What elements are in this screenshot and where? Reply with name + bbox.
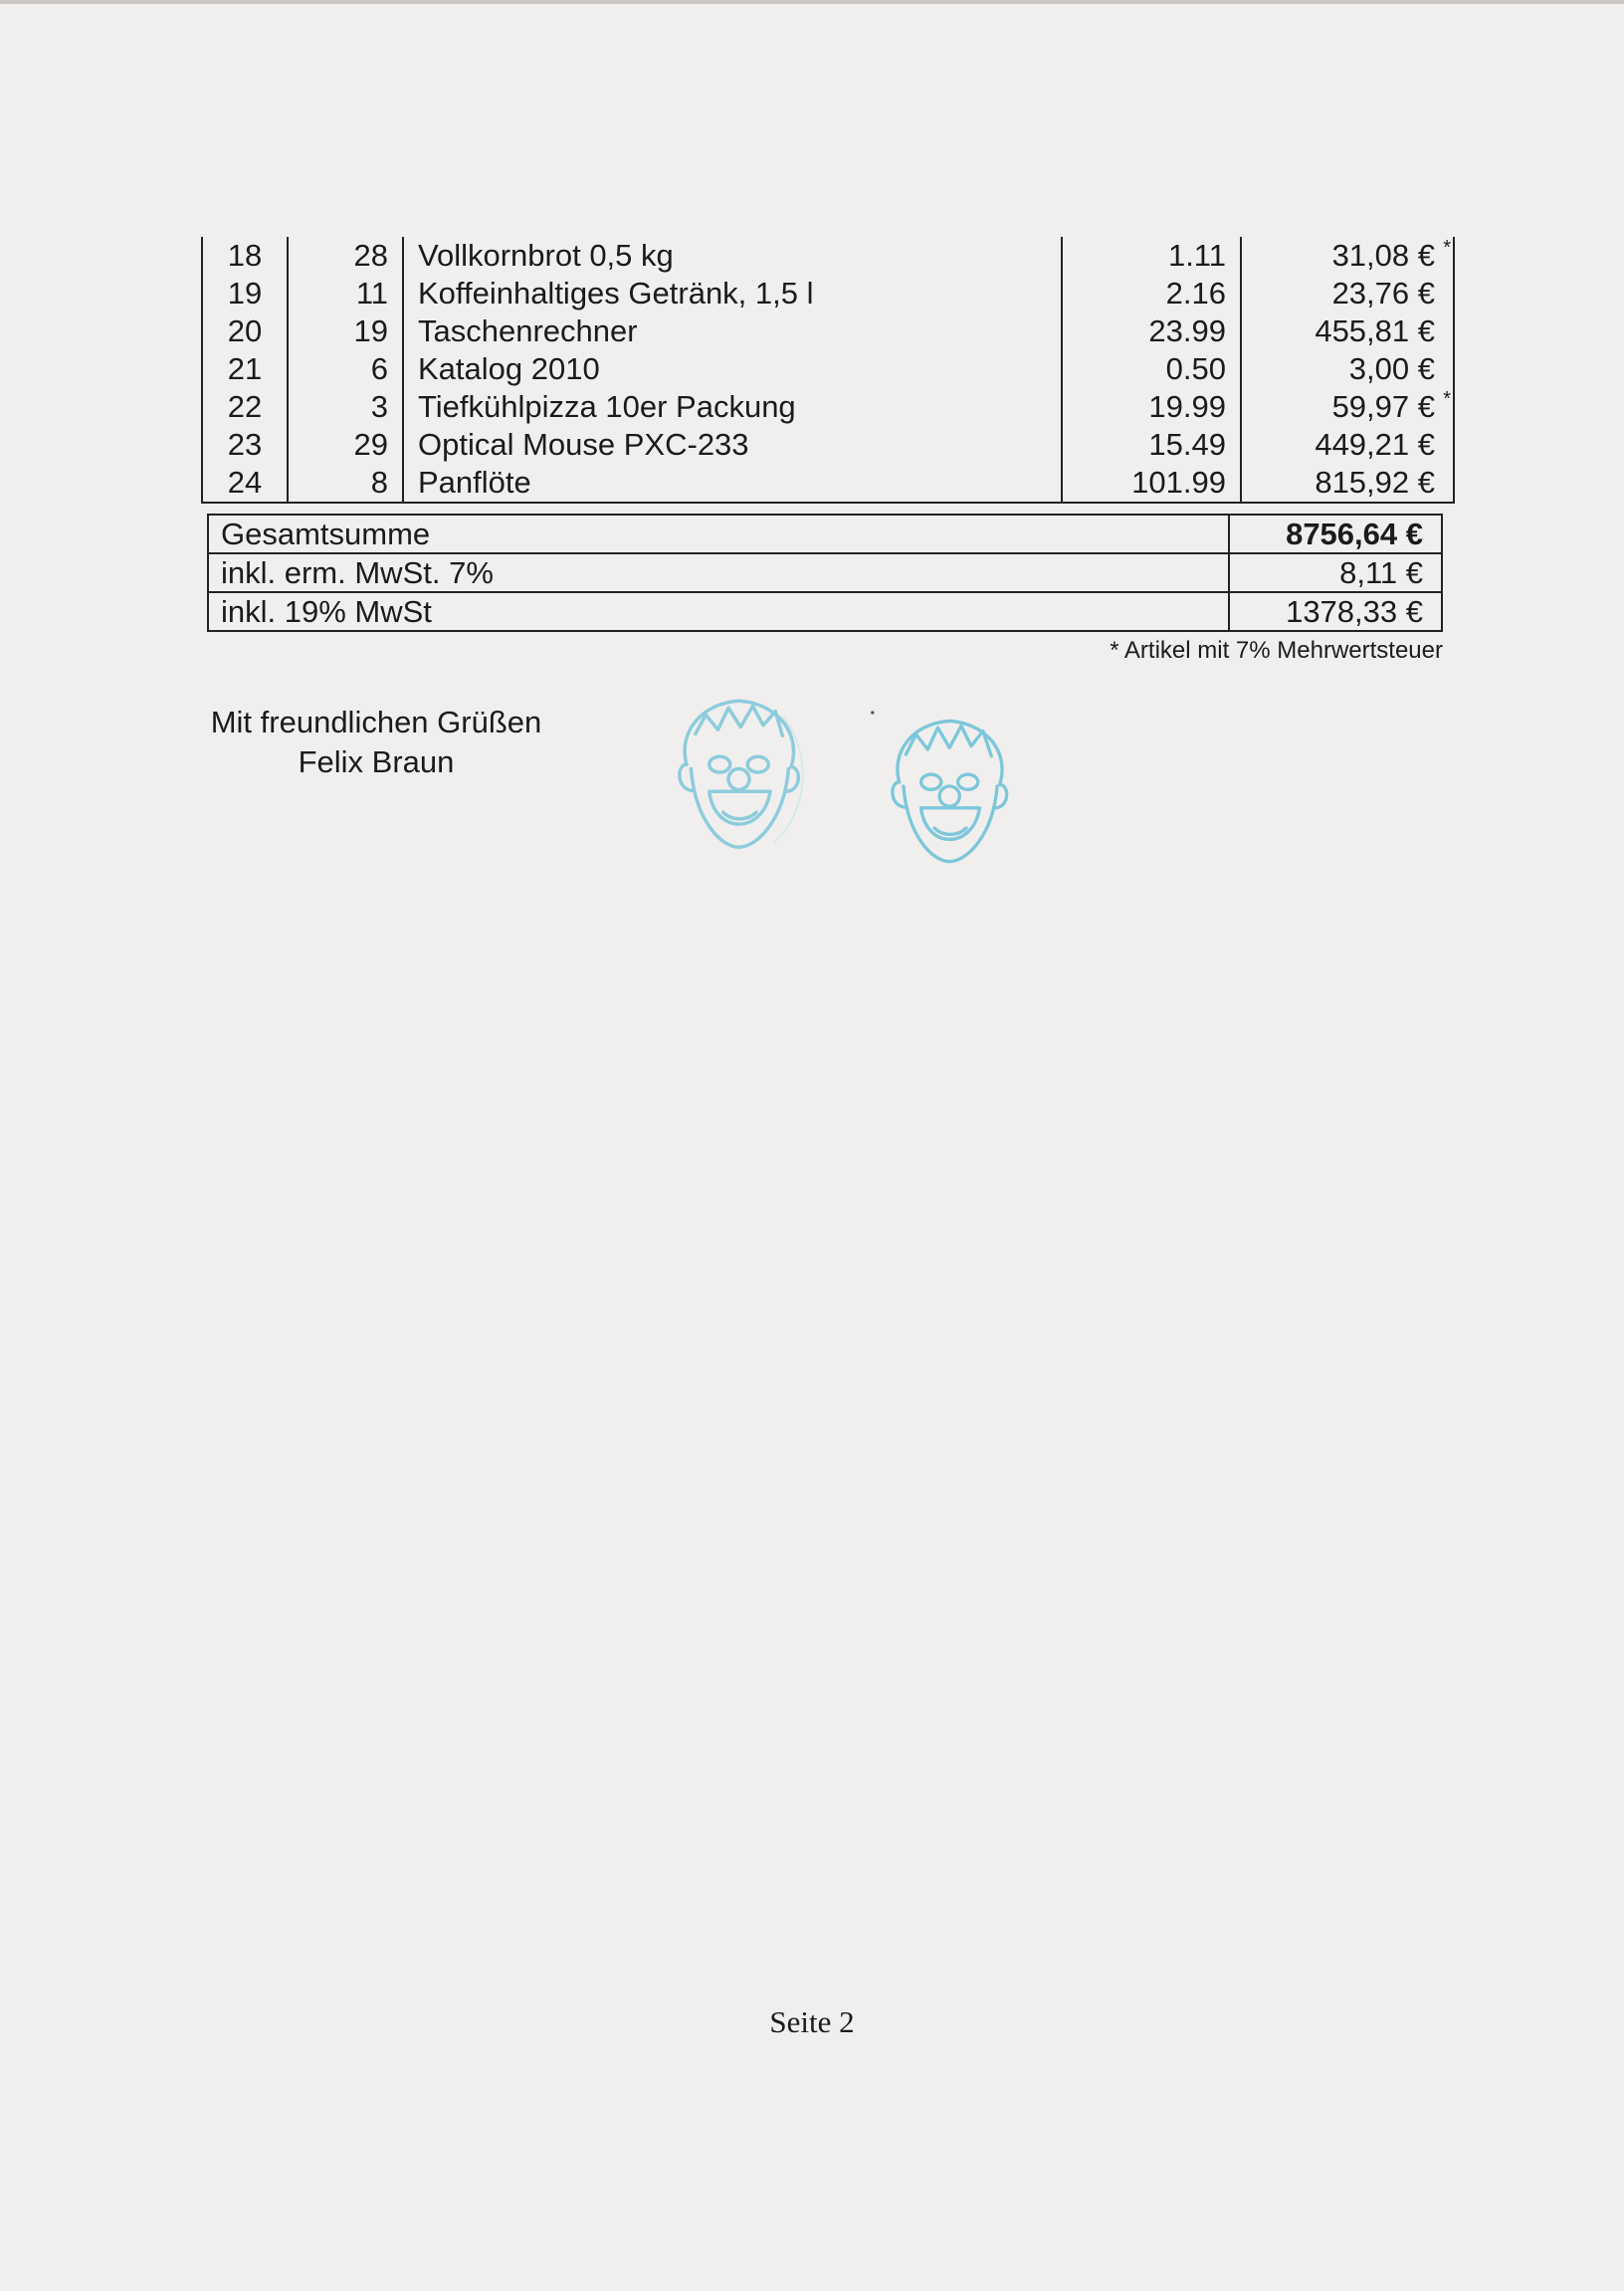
line-total-value: 455,81 € bbox=[1315, 313, 1435, 348]
line-total-value: 3,00 € bbox=[1348, 351, 1435, 386]
line-total-cell bbox=[1241, 426, 1454, 464]
unit-price-cell: 0.50 bbox=[1062, 350, 1241, 388]
line-total-cell bbox=[1241, 350, 1454, 388]
line-total-value: 815,92 € bbox=[1315, 465, 1435, 500]
item-name-cell: Tiefkühlpizza 10er Packung bbox=[403, 388, 1062, 426]
line-total-value: 23,76 € bbox=[1331, 276, 1435, 311]
position-cell: 18 bbox=[202, 237, 288, 275]
total-value: 8,11 € bbox=[1229, 553, 1442, 592]
quantity-cell: 8 bbox=[288, 464, 403, 503]
total-label: Gesamtsumme bbox=[208, 515, 1229, 553]
line-total-value: 59,97 € bbox=[1331, 389, 1435, 424]
smiling-face-stamp-icon bbox=[652, 682, 826, 856]
page-top-edge bbox=[0, 0, 1624, 4]
total-value: 1378,33 € bbox=[1229, 592, 1442, 631]
smiling-face-stamp-icon bbox=[856, 702, 1040, 871]
table-row bbox=[202, 350, 1454, 388]
quantity-cell: 11 bbox=[288, 275, 403, 312]
quantity-cell: 29 bbox=[288, 426, 403, 464]
item-name-cell: Optical Mouse PXC-233 bbox=[403, 426, 1062, 464]
table-row bbox=[202, 275, 1454, 312]
total-value: 8756,64 € bbox=[1229, 515, 1442, 553]
closing-block bbox=[207, 703, 545, 782]
unit-price-cell: 23.99 bbox=[1062, 312, 1241, 350]
position-cell: 23 bbox=[202, 426, 288, 464]
grand-total-row bbox=[208, 515, 1442, 553]
unit-price-cell: 2.16 bbox=[1062, 275, 1241, 312]
quantity-cell: 28 bbox=[288, 237, 403, 275]
item-name-cell: Vollkornbrot 0,5 kg bbox=[403, 237, 1062, 275]
position-cell: 19 bbox=[202, 275, 288, 312]
unit-price-cell: 1.11 bbox=[1062, 237, 1241, 275]
line-total-value: 31,08 € bbox=[1331, 238, 1435, 273]
unit-price-cell: 19.99 bbox=[1062, 388, 1241, 426]
position-cell: 24 bbox=[202, 464, 288, 503]
line-total-value: 449,21 € bbox=[1315, 427, 1435, 462]
line-total-cell bbox=[1241, 464, 1454, 503]
line-total-cell bbox=[1241, 237, 1454, 275]
invoice-totals-table bbox=[207, 514, 1443, 632]
position-cell: 21 bbox=[202, 350, 288, 388]
total-label: inkl. 19% MwSt bbox=[208, 592, 1229, 631]
quantity-cell: 6 bbox=[288, 350, 403, 388]
item-name-cell: Panflöte bbox=[403, 464, 1062, 503]
table-row bbox=[202, 426, 1454, 464]
table-row bbox=[202, 464, 1454, 503]
unit-price-cell: 15.49 bbox=[1062, 426, 1241, 464]
unit-price-cell: 101.99 bbox=[1062, 464, 1241, 503]
standard-vat-row bbox=[208, 592, 1442, 631]
item-name-cell: Koffeinhaltiges Getränk, 1,5 l bbox=[403, 275, 1062, 312]
invoice-items-table bbox=[201, 237, 1455, 504]
line-total-cell bbox=[1241, 388, 1454, 426]
vat-footnote: * Artikel mit 7% Mehrwertsteuer bbox=[1110, 637, 1443, 664]
page-number: Seite 2 bbox=[769, 2004, 855, 2039]
quantity-cell: 3 bbox=[288, 388, 403, 426]
footnote-marker: * bbox=[1443, 388, 1451, 410]
table-row bbox=[202, 237, 1454, 275]
position-cell: 20 bbox=[202, 312, 288, 350]
table-row bbox=[202, 388, 1454, 426]
item-name-cell: Katalog 2010 bbox=[403, 350, 1062, 388]
item-name-cell: Taschenrechner bbox=[403, 312, 1062, 350]
sender-name: Felix Braun bbox=[298, 744, 455, 779]
line-total-cell bbox=[1241, 275, 1454, 312]
position-cell: 22 bbox=[202, 388, 288, 426]
table-row bbox=[202, 312, 1454, 350]
total-label: inkl. erm. MwSt. 7% bbox=[208, 553, 1229, 592]
quantity-cell: 19 bbox=[288, 312, 403, 350]
closing-greeting: Mit freundlichen Grüßen bbox=[210, 705, 542, 739]
footnote-marker: * bbox=[1443, 237, 1451, 259]
line-total-cell bbox=[1241, 312, 1454, 350]
reduced-vat-row bbox=[208, 553, 1442, 592]
